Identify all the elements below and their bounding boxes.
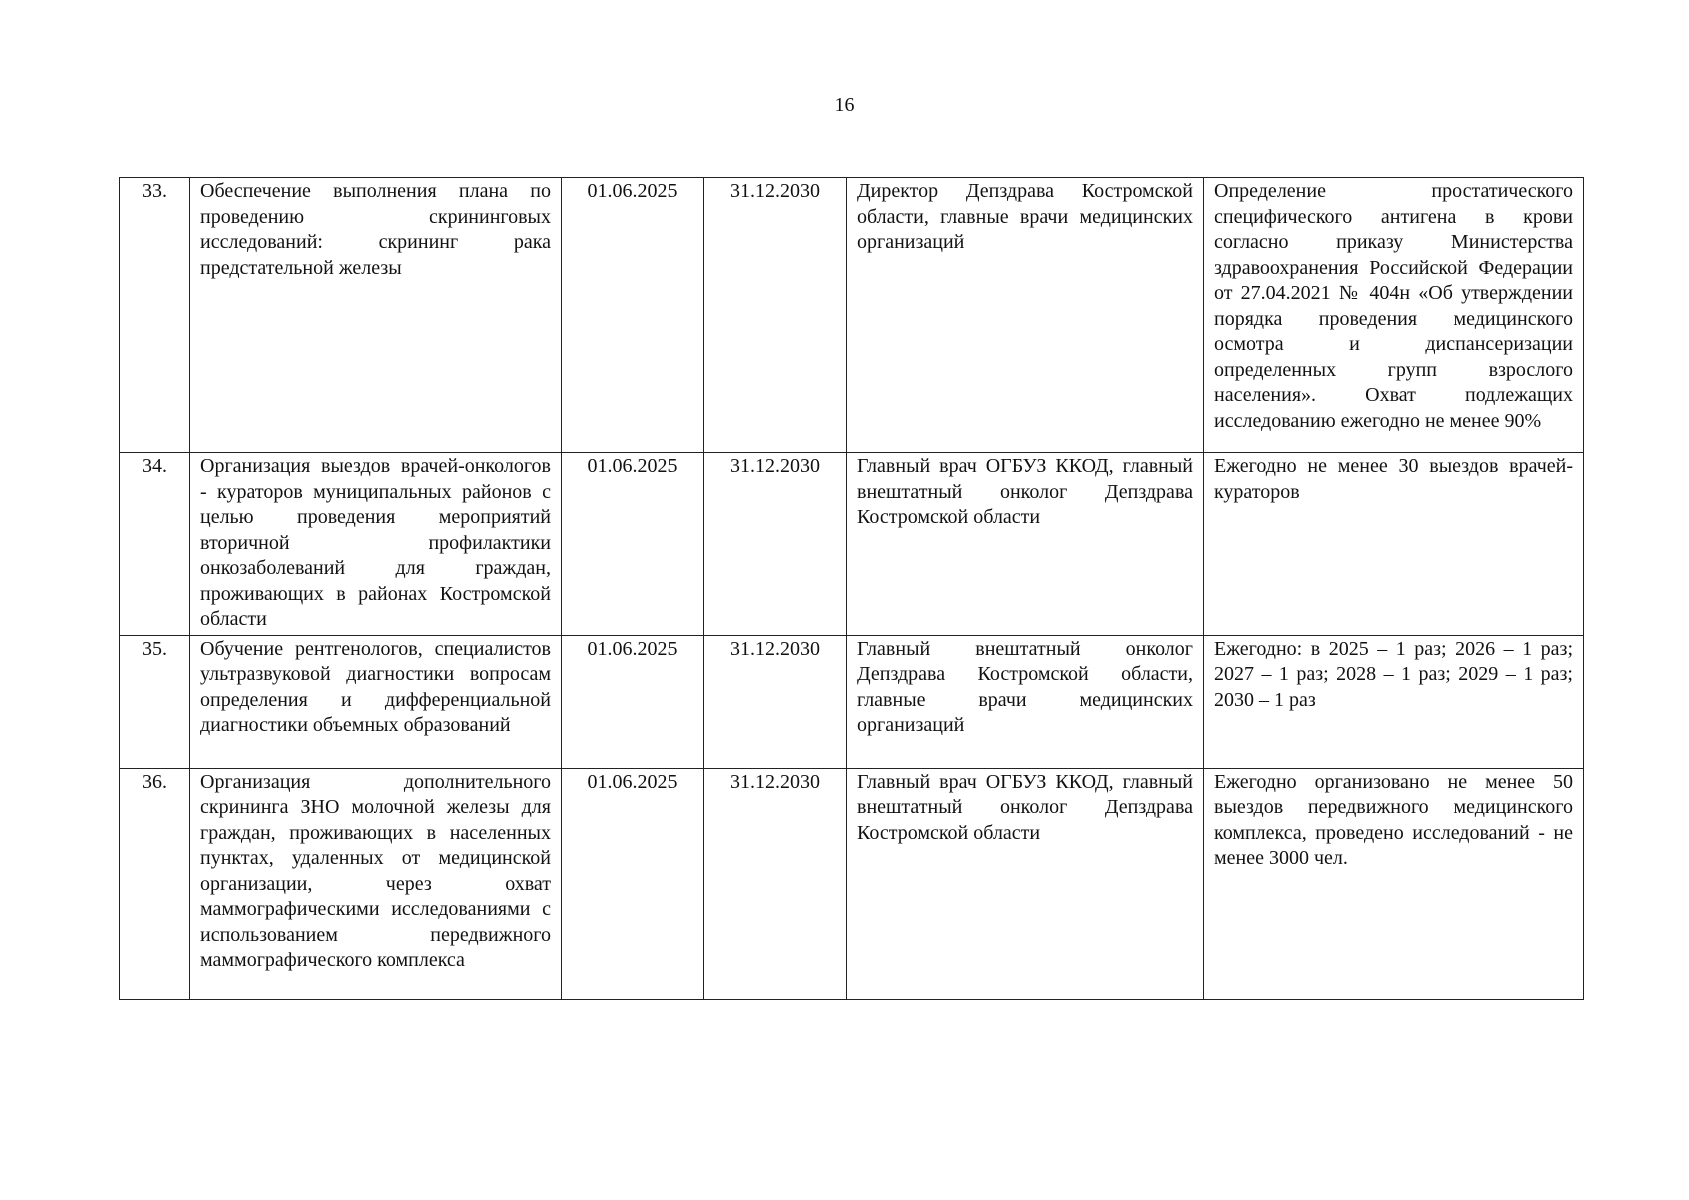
row-number: 36.: [120, 768, 190, 999]
start-date-cell: 01.06.2025: [562, 178, 704, 453]
activity-cell: Обучение рентгенологов, специалистов ультразвуковой диагностики вопросам определения и дифференциальной диагностики объемных образований: [190, 635, 562, 768]
table-row: [120, 768, 1584, 999]
row-number: 33.: [120, 178, 190, 453]
table-row: [120, 453, 1584, 636]
responsible-cell: Директор Депздрава Костромской области, главные врачи медицинских организаций: [847, 178, 1204, 453]
end-date-cell: 31.12.2030: [704, 768, 847, 999]
result-cell: Ежегодно: в 2025 – 1 раз; 2026 – 1 раз; 2027 – 1 раз; 2028 – 1 раз; 2029 – 1 раз; 2030 – 1 раз: [1204, 635, 1584, 768]
end-date-cell: 31.12.2030: [704, 453, 847, 636]
row-number: 34.: [120, 453, 190, 636]
responsible-cell: Главный врач ОГБУЗ ККОД, главный внештатный онколог Депздрава Костромской области: [847, 768, 1204, 999]
row-number: 35.: [120, 635, 190, 768]
activity-cell: Обеспечение выполнения плана по проведению скрининговых исследований: скрининг рака предстательной железы: [190, 178, 562, 453]
table-row: [120, 178, 1584, 453]
start-date-cell: 01.06.2025: [562, 768, 704, 999]
measures-table: [119, 177, 1584, 1000]
result-cell: Ежегодно организовано не менее 50 выездов передвижного медицинского комплекса, проведено исследований - не менее 3000 чел.: [1204, 768, 1584, 999]
table-row: [120, 635, 1584, 768]
start-date-cell: 01.06.2025: [562, 453, 704, 636]
page-number: 16: [834, 94, 855, 116]
result-cell: Ежегодно не менее 30 выездов врачей-кураторов: [1204, 453, 1584, 636]
activity-cell: Организация выездов врачей-онкологов - кураторов муниципальных районов с целью проведения мероприятий вторичной профилактики онкозаболеваний для граждан, проживающих в районах Костромской области: [190, 453, 562, 636]
end-date-cell: 31.12.2030: [704, 635, 847, 768]
responsible-cell: Главный врач ОГБУЗ ККОД, главный внештатный онколог Депздрава Костромской области: [847, 453, 1204, 636]
end-date-cell: 31.12.2030: [704, 178, 847, 453]
result-cell: Определение простатического специфического антигена в крови согласно приказу Министерства здравоохранения Российской Федерации от 27.04.2021 № 404н «Об утверждении порядка проведения медицинского осмотра и диспансеризации определенных групп взрослого населения». Охват подлежащих исследованию ежегодно не менее 90%: [1204, 178, 1584, 453]
responsible-cell: Главный внештатный онколог Депздрава Костромской области, главные врачи медицинских организаций: [847, 635, 1204, 768]
activity-cell: Организация дополнительного скрининга ЗНО молочной железы для граждан, проживающих в населенных пунктах, удаленных от медицинской организации, через охват маммографическими исследованиями с использованием передвижного маммографического комплекса: [190, 768, 562, 999]
start-date-cell: 01.06.2025: [562, 635, 704, 768]
